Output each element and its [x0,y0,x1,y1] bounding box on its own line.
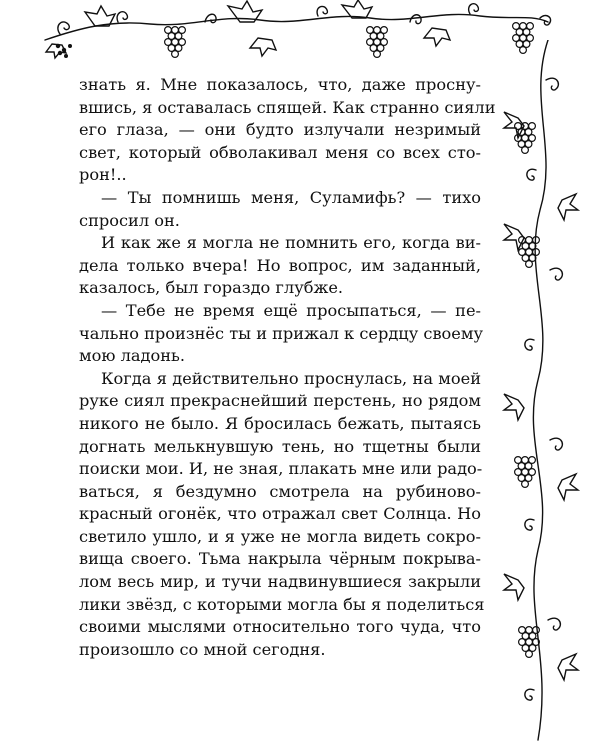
paragraph [79,74,496,187]
text-line: его глаза, — они будто излучали незримый [79,120,481,140]
text-line: догнать мелькнувшую тень, но тщетны были [79,436,481,456]
text-line: поиски мои. И, не зная, плакать мне или радо- [79,459,483,479]
text-line: свет, который обволакивал меня со всех сто- [79,142,481,162]
text-line: знать я. Мне показалось, что, даже просну- [79,75,481,94]
text-line: чально произнёс ты и прижал к сердцу своему [79,323,483,343]
text-line: спросил он. [79,210,180,230]
text-line: дела только вчера! Но вопрос, им заданный, [79,255,481,275]
text-line: И как же я могла не помнить его, когда ви- [101,233,481,253]
paragraph [79,368,485,662]
text-line: рон!.. [79,165,127,185]
text-line: красный огонёк, что отражал свет Солнца. Но [79,504,481,524]
text-line: — Ты помнишь меня, Суламифь? — тихо [101,187,481,207]
paragraph [79,187,481,232]
text-line: лики звёзд, с которыми могла бы я поделиться [79,594,485,614]
text-line: руке сиял прекраснейший перстень, но рядом [79,391,481,411]
body-text [79,74,496,661]
text-line: ваться, я бездумно смотрела на рубиново- [79,481,481,501]
text-line: произошло со мной сегодня. [79,639,326,659]
text-line: вища своего. Тьма накрыла чёрным покрыва- [79,549,481,569]
text-line: мою ладонь. [79,346,185,366]
text-line: никого не было. Я бросилась бежать, пытаясь [79,413,481,433]
text-line: лом весь мир, и тучи надвинувшиеся закрыли [79,572,481,592]
text-line: своими мыслями относительно того чуда, что [79,617,481,637]
text-line: светило ушло, и я уже не могла видеть сокро- [79,526,481,546]
text-line: казалось, был гораздо глубже. [79,278,344,298]
text-line: Когда я действительно проснулась, на моей [101,368,481,388]
paragraph [79,232,481,300]
text-line: — Тебе не время ещё просыпаться, — пе- [101,300,481,320]
grapevine-side-border-icon [488,40,600,750]
paragraph [79,300,481,368]
text-line: вшись, я оставалась спящей. Как странно сияли [79,97,496,117]
